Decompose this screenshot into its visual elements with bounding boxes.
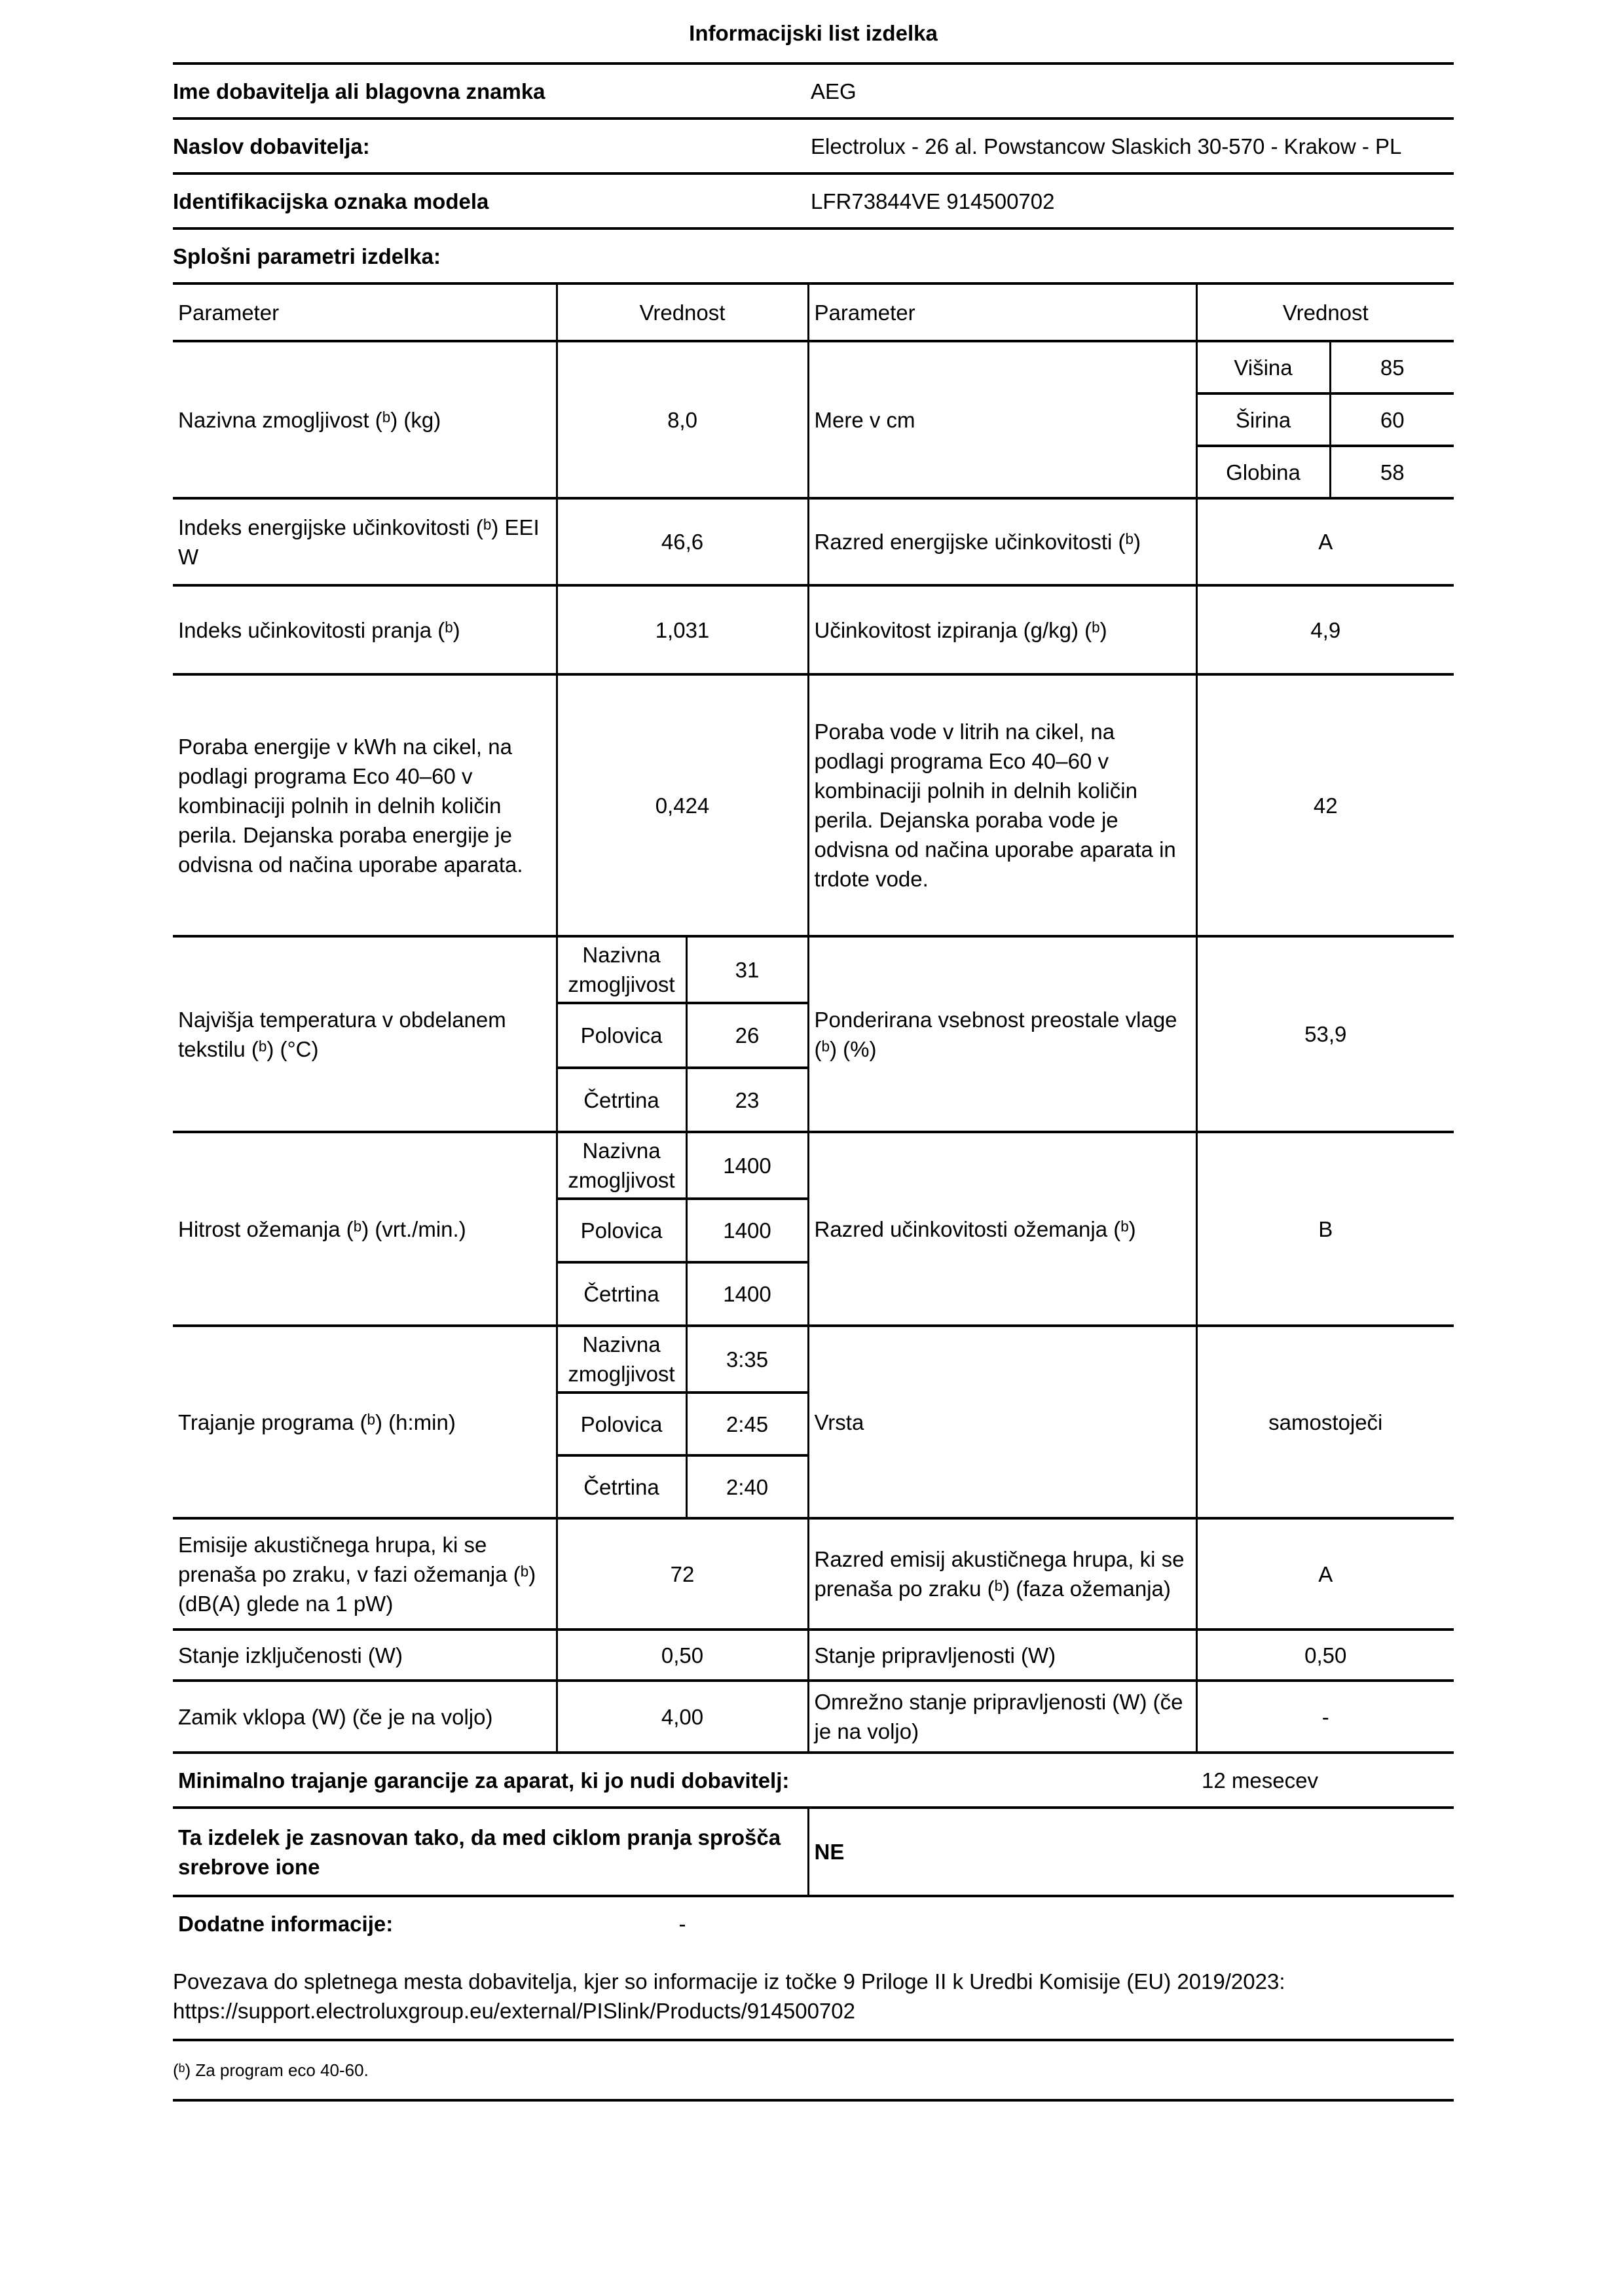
- off-mode-value: 0,50: [557, 1630, 808, 1681]
- rinse-eff-value: 4,9: [1196, 585, 1454, 674]
- max-temp-rated-label: Nazivna zmogljivost: [557, 936, 686, 1003]
- row-capacity-dimensions: [173, 341, 1454, 393]
- network-standby-label: Omrežno stanje pripravljenosti (W) (če je na voljo): [808, 1681, 1196, 1753]
- residual-moisture-label: Ponderirana vsebnost preostale vlage (ᵇ) (%): [808, 936, 1196, 1132]
- spin-speed-quarter-label: Četrtina: [557, 1262, 686, 1326]
- dimension-height-value: 85: [1330, 341, 1454, 393]
- eei-label: Indeks energijske učinkovitosti (ᵇ) EEI W: [173, 498, 557, 585]
- max-temp-rated-value: 31: [686, 936, 808, 1003]
- dimension-depth-label: Globina: [1196, 446, 1330, 498]
- noise-class-label: Razred emisij akustičnega hrupa, ki se prenaša po zraku (ᵇ) (faza ožemanja): [808, 1518, 1196, 1630]
- max-temp-label: Najvišja temperatura v obdelanem tekstilu (ᵇ) (°C): [173, 936, 557, 1132]
- model-identifier-label: Identifikacijska oznaka modela: [173, 189, 489, 213]
- noise-class-value: A: [1196, 1518, 1454, 1630]
- wash-index-label: Indeks učinkovitosti pranja (ᵇ): [173, 585, 557, 674]
- col-header-value-1: Vrednost: [557, 283, 808, 341]
- network-standby-value: -: [1196, 1681, 1454, 1753]
- spin-class-label: Razred učinkovitosti ožemanja (ᵇ): [808, 1132, 1196, 1326]
- dimension-width-value: 60: [1330, 393, 1454, 446]
- type-value: samostoječi: [1196, 1326, 1454, 1518]
- delay-start-value: 4,00: [557, 1681, 808, 1753]
- warranty-value: 12 mesecev: [1196, 1753, 1454, 1808]
- section-heading: Splošni parametri izdelka:: [173, 244, 441, 268]
- max-temp-half-value: 26: [686, 1003, 808, 1068]
- noise-label: Emisije akustičnega hrupa, ki se prenaša po zraku, v fazi ožemanja (ᵇ) (dB(A) glede na 1 pW): [173, 1518, 557, 1630]
- spin-speed-label: Hitrost ožemanja (ᵇ) (vrt./min.): [173, 1132, 557, 1326]
- col-header-parameter-1: Parameter: [173, 283, 557, 341]
- horizontal-rule: [173, 2099, 1454, 2102]
- energy-class-value: A: [1196, 498, 1454, 585]
- duration-rated-label: Nazivna zmogljivost: [557, 1326, 686, 1393]
- off-mode-label: Stanje izključenosti (W): [173, 1630, 557, 1681]
- model-identifier-row: [173, 175, 1454, 227]
- energy-consumption-value: 0,424: [557, 674, 808, 936]
- wash-index-value: 1,031: [557, 585, 808, 674]
- row-off-standby: [173, 1630, 1454, 1681]
- row-energy-index: [173, 498, 1454, 585]
- row-max-temperature: [173, 936, 1454, 1003]
- duration-half-label: Polovica: [557, 1393, 686, 1455]
- dimension-height-label: Višina: [1196, 341, 1330, 393]
- silver-ions-value: NE: [808, 1808, 1454, 1896]
- rinse-eff-label: Učinkovitost izpiranja (g/kg) (ᵇ): [808, 585, 1196, 674]
- model-identifier-value: LFR73844VE 914500702: [811, 189, 1055, 213]
- dimension-width-label: Širina: [1196, 393, 1330, 446]
- capacity-label: Nazivna zmogljivost (ᵇ) (kg): [173, 341, 557, 498]
- duration-half-value: 2:45: [686, 1393, 808, 1455]
- spin-speed-half-value: 1400: [686, 1199, 808, 1262]
- silver-ions-label: Ta izdelek je zasnovan tako, da med ciklom pranja sprošča srebrove ione: [173, 1808, 808, 1896]
- duration-label: Trajanje programa (ᵇ) (h:min): [173, 1326, 557, 1518]
- sheet-content: [173, 0, 1454, 2102]
- supplier-name-row: [173, 65, 1454, 117]
- additional-info-value: -: [678, 1911, 686, 1936]
- duration-quarter-label: Četrtina: [557, 1455, 686, 1518]
- noise-value: 72: [557, 1518, 808, 1630]
- row-wash-index: [173, 585, 1454, 674]
- supplier-address-label: Naslov dobavitelja:: [173, 134, 370, 158]
- additional-info-label: Dodatne informacije:: [178, 1911, 394, 1936]
- water-consumption-value: 42: [1196, 674, 1454, 936]
- spin-speed-rated-value: 1400: [686, 1132, 808, 1199]
- parameters-table: [173, 282, 1454, 1897]
- dimensions-label: Mere v cm: [808, 341, 1196, 498]
- row-silver-ions: [173, 1808, 1454, 1896]
- capacity-value: 8,0: [557, 341, 808, 498]
- type-label: Vrsta: [808, 1326, 1196, 1518]
- standby-value: 0,50: [1196, 1630, 1454, 1681]
- energy-class-label: Razred energijske učinkovitosti (ᵇ): [808, 498, 1196, 585]
- supplier-link-url: https://support.electroluxgroup.eu/external/PISlink/Products/914500702: [173, 1999, 855, 2023]
- supplier-address-value: Electrolux - 26 al. Powstancow Slaskich 30-570 - Krakow - PL: [811, 134, 1402, 158]
- row-warranty: [173, 1753, 1454, 1808]
- supplier-name-value: AEG: [811, 79, 857, 103]
- row-consumption: [173, 674, 1454, 936]
- spin-speed-quarter-value: 1400: [686, 1262, 808, 1326]
- energy-consumption-label: Poraba energije v kWh na cikel, na podlagi programa Eco 40–60 v kombinaciji polnih in delnih količin perila. Dejanska poraba energije je odvisna od načina uporabe aparata.: [173, 674, 557, 936]
- dimension-depth-value: 58: [1330, 446, 1454, 498]
- supplier-link-paragraph: [173, 1967, 1454, 2026]
- col-header-value-2: Vrednost: [1196, 283, 1454, 341]
- warranty-label: Minimalno trajanje garancije za aparat, ki jo nudi dobavitelj:: [173, 1753, 1196, 1808]
- row-delay-network: [173, 1681, 1454, 1753]
- water-consumption-label: Poraba vode v litrih na cikel, na podlagi programa Eco 40–60 v kombinaciji polnih in delnih količin perila. Dejanska poraba vode je odvisna od načina uporabe aparata in trdote vode.: [808, 674, 1196, 936]
- spin-speed-half-label: Polovica: [557, 1199, 686, 1262]
- supplier-address-row: [173, 120, 1454, 172]
- row-spin-speed: [173, 1132, 1454, 1199]
- standby-label: Stanje pripravljenosti (W): [808, 1630, 1196, 1681]
- eei-value: 46,6: [557, 498, 808, 585]
- col-header-parameter-2: Parameter: [808, 283, 1196, 341]
- duration-quarter-value: 2:40: [686, 1455, 808, 1518]
- row-duration: [173, 1326, 1454, 1393]
- spin-class-value: B: [1196, 1132, 1454, 1326]
- max-temp-quarter-value: 23: [686, 1068, 808, 1132]
- row-noise: [173, 1518, 1454, 1630]
- max-temp-quarter-label: Četrtina: [557, 1068, 686, 1132]
- duration-rated-value: 3:35: [686, 1326, 808, 1393]
- residual-moisture-value: 53,9: [1196, 936, 1454, 1132]
- eco-program-footnote: (ᵇ) Za program eco 40-60.: [173, 2060, 369, 2080]
- spin-speed-rated-label: Nazivna zmogljivost: [557, 1132, 686, 1199]
- supplier-name-label: Ime dobavitelja ali blagovna znamka: [173, 79, 545, 103]
- table-header-row: [173, 283, 1454, 341]
- max-temp-half-label: Polovica: [557, 1003, 686, 1068]
- page-title: Informacijski list izdelka: [689, 21, 938, 45]
- additional-info-row: [173, 1897, 1454, 1950]
- supplier-link-intro: Povezava do spletnega mesta dobavitelja, kjer so informacije iz točke 9 Priloge II k Uredbi Komisije (EU) 2019/2023:: [173, 1969, 1285, 1994]
- delay-start-label: Zamik vklopa (W) (če je na voljo): [173, 1681, 557, 1753]
